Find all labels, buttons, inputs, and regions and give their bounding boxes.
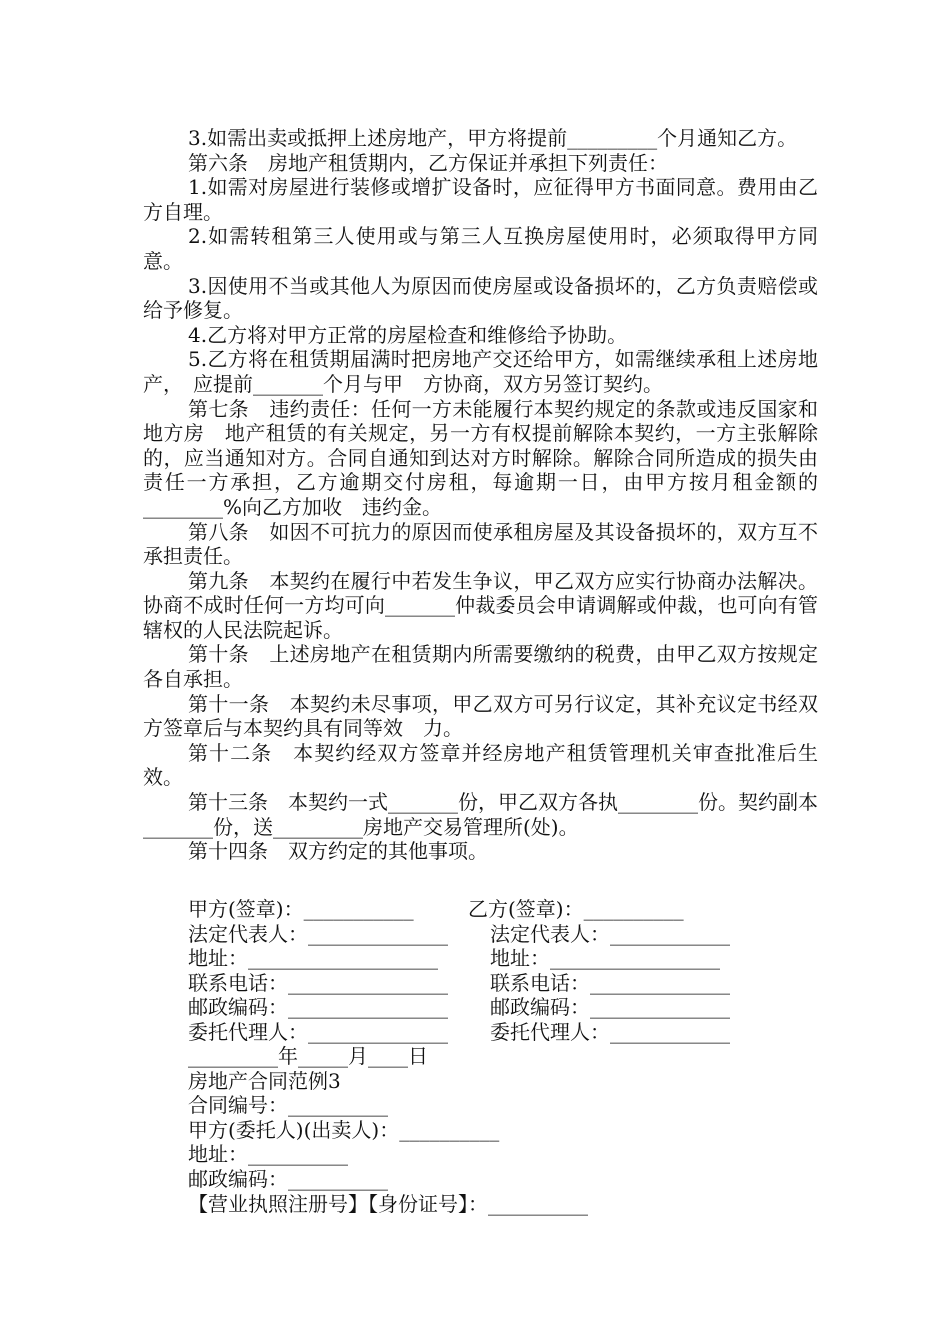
license-id-field: 【营业执照注册号】【身份证号】：__________ (188, 1191, 588, 1216)
party-a-field: 法定代表人：______________ (188, 921, 448, 946)
clause-paragraph: 第九条 本契约在履行中若发生争议，甲乙双方应实行协商办法解决。协商不成时任何一方均可向_______仲裁委员会申请调解或仲裁，也可向有管辖权的人民法院起诉。 (143, 568, 818, 642)
party-b-field: 联系电话：______________ (490, 970, 730, 995)
party-b-field: 邮政编码：______________ (490, 995, 730, 1019)
party-a-seller-field: 甲方(委托人)(出卖人)：__________ (188, 1117, 500, 1142)
clause-paragraph: 3.因使用不当或其他人为原因而使房屋或设备损坏的，乙方负责赔偿或给予修复。 (143, 273, 818, 323)
clause-paragraph: 第十一条 本契约未尽事项，甲乙双方可另行议定，其补充议定书经双方签章后与本契约具有同等效 力。 (143, 691, 818, 741)
contract-number-field: 合同编号：__________ (188, 1093, 388, 1118)
clause-paragraph: 1.如需对房屋进行装修或增扩设备时，应征得甲方书面同意。费用由乙方自理。 (143, 175, 818, 224)
clause-paragraph: 第十四条 双方约定的其他事项。 (188, 839, 488, 864)
party-b-field: 委托代理人：____________ (490, 1019, 730, 1044)
signature-row (188, 897, 788, 922)
party-a-field: 甲方(签章)：___________ (188, 897, 414, 921)
signature-row (188, 995, 788, 1020)
section-heading: 房地产合同范例3 (188, 1068, 341, 1093)
party-b-field: 乙方(签章)：__________ (468, 897, 684, 921)
date-line: _________年_____月____日 (188, 1044, 428, 1068)
clause-paragraph: 第十条 上述房地产在租赁期内所需要缴纳的税费，由甲乙双方按规定各自承担。 (143, 642, 818, 692)
clause-paragraph: 2.如需转租第三人使用或与第三人互换房屋使用时，必须取得甲方同意。 (143, 224, 818, 273)
party-a-field: 联系电话：________________ (188, 970, 448, 995)
clause-paragraph: 3.如需出卖或抵押上述房地产，甲方将提前_________个月通知乙方。 (188, 126, 798, 150)
clause-paragraph: 第六条 房地产租赁期内，乙方保证并承担下列责任： (188, 150, 668, 175)
party-a-field: 地址：___________________ (188, 946, 438, 970)
party-a-field: 邮政编码：________________ (188, 995, 448, 1019)
clause-paragraph: 4.乙方将对甲方正常的房屋检查和维修给予协助。 (188, 322, 628, 347)
signature-row (188, 922, 788, 947)
clause-paragraph: 第十三条 本契约一式_______份，甲乙双方各执________份。契约副本 _______份，送_________房地产交易管理所(处)。 (143, 790, 838, 839)
clause-paragraph: 第十二条 本契约经双方签章并经房地产租赁管理机关审查批准后生效。 (143, 740, 818, 790)
contract-body (143, 126, 838, 864)
clause-paragraph: 第八条 如因不可抗力的原因而使承租房屋及其设备损坏的，双方互不承担责任。 (143, 519, 818, 569)
party-b-field: 地址：_________________ (490, 946, 720, 970)
signature-row (188, 946, 788, 971)
signature-block (188, 897, 788, 1044)
postal-code-field: 邮政编码：__________ (188, 1166, 388, 1191)
address-field: 地址：__________ (188, 1142, 348, 1167)
clause-paragraph: 第七条 违约责任：任何一方未能履行本契约规定的条款或违反国家和地方房 地产租赁的有关规定，另一方有权提前解除本契约，一方主张解除的，应当通知对方。合同自通知到达对方时解除。解除合同所造成的损失由责任一方承担，乙方逾期交付房租，每逾期一日，由甲方按月租金额的________%向乙方加收 违约金。 (143, 396, 818, 519)
signature-row (188, 971, 788, 996)
tail-section (188, 1044, 588, 1216)
party-a-field: 委托代理人：______________ (188, 1019, 448, 1044)
party-b-field: 法定代表人：____________ (490, 921, 730, 946)
signature-row (188, 1020, 788, 1045)
clause-paragraph: 5.乙方将在租赁期届满时把房地产交还给甲方，如需继续承租上述房地产， 应提前_______个月与甲 方协商，双方另签订契约。 (143, 347, 818, 396)
